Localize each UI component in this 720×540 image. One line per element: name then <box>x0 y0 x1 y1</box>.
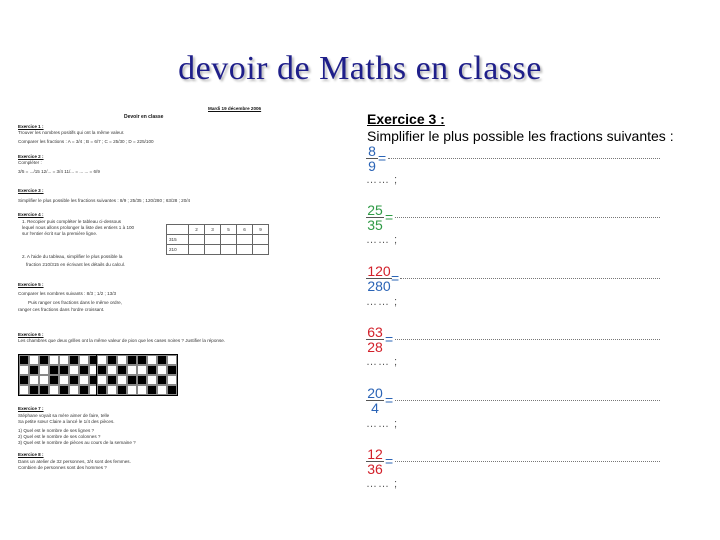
answer-semicolon: …… ; <box>366 478 399 490</box>
table-cell: 3 <box>205 225 221 235</box>
numerator: 8 <box>366 144 378 159</box>
sheet-ex2-title: Exercice 2 : <box>18 154 44 159</box>
table-cell <box>253 235 269 245</box>
equals-sign: = <box>385 453 394 469</box>
sheet-heading: Devoir en classe <box>124 114 164 120</box>
answer-line[interactable] <box>395 461 660 462</box>
equals-sign: = <box>385 392 394 408</box>
answer-semicolon: …… ; <box>366 174 399 186</box>
table-cell: 6 <box>237 225 253 235</box>
table-cell <box>237 235 253 245</box>
answer-semicolon: …… ; <box>366 418 399 430</box>
sheet-ex1-title: Exercice 1 : <box>18 124 44 129</box>
table-cell <box>237 245 253 255</box>
sheet-ex3-title: Exercice 3 : <box>18 188 44 193</box>
sheet-ex7-line: 2) Quel est le nombre de ses colonnes ? <box>18 434 101 439</box>
table-cell: 2 <box>189 225 205 235</box>
sheet-ex4-title: Exercice 4 : <box>18 212 44 217</box>
sheet-ex6-title: Exercice 6 : <box>18 332 44 337</box>
numerator: 12 <box>367 446 383 462</box>
sheet-ex1-line: Trouver les nombres positifs qui ont la même valeur. <box>18 130 125 135</box>
table-cell <box>189 245 205 255</box>
sheet-ex8-line: Combien de personnes sont des hommes ? <box>18 465 107 470</box>
equals-sign: = <box>391 270 400 286</box>
table-cell <box>221 235 237 245</box>
checker-grid-right <box>96 354 178 396</box>
table-cell: 5 <box>221 225 237 235</box>
sheet-ex3-line: Simplifier le plus possible les fractions suivantes : 8/9 ; 25/35 ; 120/280 ; 63/28 ; 20/4 <box>18 198 191 203</box>
sheet-ex4-line: fraction 210/315 en écrivant les détails du calcul. <box>26 262 126 267</box>
denominator: 280 <box>367 278 391 294</box>
denominator: 4 <box>371 400 379 416</box>
fraction-3 <box>366 264 392 293</box>
table-row <box>167 245 269 255</box>
equals-sign: = <box>385 209 394 225</box>
sheet-ex4-line: 2. A l'aide du tableau, simplifier le plus possible la <box>22 254 123 259</box>
fraction-6 <box>366 447 384 476</box>
table-cell <box>189 235 205 245</box>
fraction-4 <box>366 325 384 354</box>
fraction-1 <box>366 144 378 173</box>
table-cell: 210 <box>167 245 189 255</box>
sheet-ex5-line: ranger ces fractions dans l'ordre croissant. <box>18 307 105 312</box>
sheet-ex7-line: Sa petite sœur Claire a lancé le 1/4 des pièces. <box>18 419 115 424</box>
numerator: 120 <box>367 263 391 279</box>
sheet-ex7-line: Stéphane voyait sa mère aimer de faire, telle <box>18 413 110 418</box>
answer-line[interactable] <box>395 400 660 401</box>
equals-sign: = <box>385 331 394 347</box>
answer-line[interactable] <box>388 158 660 159</box>
equals-sign: = <box>378 150 387 166</box>
answer-line[interactable] <box>395 339 660 340</box>
worksheet-scan <box>14 104 276 486</box>
numerator: 20 <box>367 385 383 401</box>
sheet-ex6-line: Les chambres que deux grilles ont la même valeur de pion que les cases noires ? Justifier la réponse. <box>18 338 226 343</box>
denominator: 9 <box>368 158 376 174</box>
fraction-5 <box>366 386 384 415</box>
checker-grid-left <box>18 354 100 396</box>
sheet-ex7-line: 3) Quel est le nombre de pièces au cours de la semaine ? <box>18 440 136 445</box>
sheet-ex2-line: Compléter : <box>18 160 42 165</box>
slide-title: devoir de Maths en classe <box>178 50 542 87</box>
answer-line[interactable] <box>400 278 660 279</box>
numerator: 25 <box>367 202 383 218</box>
sheet-ex7-line: 1) Quel est le nombre de ses lignes ? <box>18 428 95 433</box>
sheet-ex4-line: 1. Recopier puis compléter le tableau ci-dessous <box>22 219 122 224</box>
answer-semicolon: …… ; <box>366 296 399 308</box>
denominator: 36 <box>367 461 383 477</box>
sheet-ex8-title: Exercice 8 : <box>18 452 44 457</box>
sheet-ex5-line: Comparer les nombres suivants : 8/3 ; 1/2 ; 13/3 <box>18 291 117 296</box>
fraction-2 <box>366 203 384 232</box>
sheet-ex8-line: Dans un atelier de 32 personnes, 3/4 sont des femmes. <box>18 459 131 464</box>
sheet-ex5-line: Puis ranger ces fractions dans le même ordre, <box>28 300 122 305</box>
sheet-ex1-line: Comparer les fractions : A = 3/4 ; B = 6/7 ; C = 25/30 ; D = 225/100 <box>18 139 154 144</box>
denominator: 28 <box>367 339 383 355</box>
numerator: 63 <box>367 324 383 340</box>
table-row <box>167 225 269 235</box>
table-cell <box>167 225 189 235</box>
exercise-title: Exercice 3 : <box>367 111 445 127</box>
sheet-ex5-title: Exercice 5 : <box>18 282 44 287</box>
sheet-ex2-line: 3/5 = .../15 12/... = 3/4 11/... = ... ... = 6/9 <box>18 169 100 174</box>
table-cell <box>253 245 269 255</box>
sheet-date: Mardi 19 décembre 2006 <box>208 106 262 111</box>
sheet-ex7-title: Exercice 7 : <box>18 406 44 411</box>
table-cell <box>205 245 221 255</box>
sheet-ex4-line: lequel nous allons prolonger la liste des entiers 1 à 100 <box>22 225 135 230</box>
table-cell <box>221 245 237 255</box>
table-cell: 9 <box>253 225 269 235</box>
sheet-divisibility-table <box>166 224 269 255</box>
answer-semicolon: …… ; <box>366 234 399 246</box>
exercise-instruction: Simplifier le plus possible les fractions suivantes : <box>367 128 674 144</box>
table-cell <box>205 235 221 245</box>
table-row <box>167 235 269 245</box>
answer-line[interactable] <box>395 217 660 218</box>
answer-semicolon: …… ; <box>366 356 399 368</box>
table-cell: 315 <box>167 235 189 245</box>
denominator: 35 <box>367 217 383 233</box>
sheet-ex4-line: sur l'entier écrit sur la première ligne. <box>22 231 98 236</box>
